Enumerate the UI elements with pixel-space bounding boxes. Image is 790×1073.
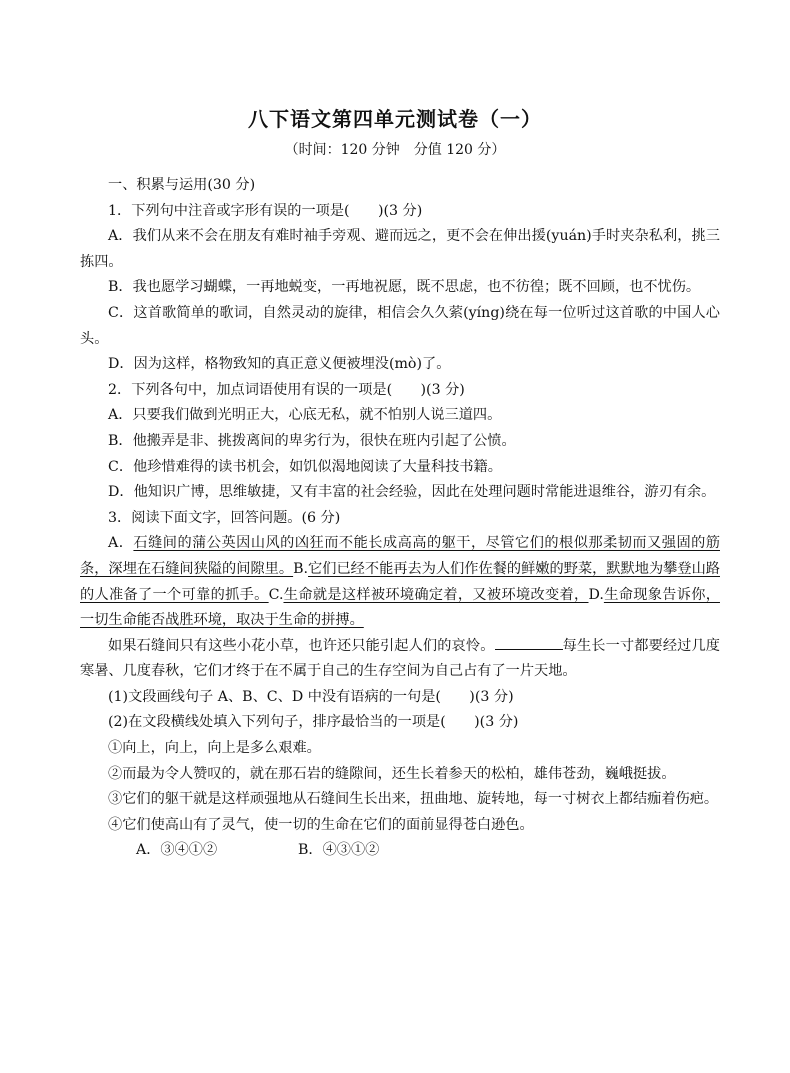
- question-1-option-c: C．这首歌简单的歌词，自然灵动的旋律，相信会久久萦(yíng)绕在每一位听过这首歌的中国人心头。: [80, 304, 720, 347]
- passage-sentence-b: 它们已经不能再去为人们作佐餐的鲜嫩的野菜，默默地为攀登山路的人准备了一个可靠的抓手。: [80, 560, 720, 603]
- question-3-sub-1: (1)文段画线句子 A、B、C、D 中没有语病的一句是( )(3 分): [108, 688, 514, 705]
- answer-option-a: A．③④①②: [136, 842, 218, 859]
- section-heading: 一、积累与运用(30 分): [108, 177, 256, 193]
- question-3-stem: 3．阅读下面文字，回答问题。(6 分): [108, 509, 341, 526]
- fill-in-blank: [495, 635, 563, 650]
- answer-options: [80, 838, 720, 864]
- question-1-option-d: D．因为这样，格物致知的真正意义便被埋没(mò)了。: [108, 356, 451, 373]
- sentence-4: ④它们使高山有了灵气，使一切的生命在它们的面前显得苍白逊色。: [108, 816, 534, 833]
- passage-2-before: 如果石缝间只有这些小花小草，也许还只能引起人们的哀怜。: [108, 637, 495, 654]
- sentence-2: ②而最为令人赞叹的，就在那石岩的缝隙间，还生长着参天的松柏，雄伟苍劲，巍峨挺拔。: [108, 765, 676, 782]
- question-3-passage-2: [80, 634, 720, 685]
- sentence-1: ①向上，向上，向上是多么艰难。: [108, 740, 321, 757]
- question-1-option-b: B．我也愿学习蝴蝶，一再地蜕变，一再地祝愿，既不思虑，也不彷徨；既不回顾，也不忧伤。: [108, 279, 701, 296]
- passage-2-after: 每生长一寸都要经过几度寒暑、几度春秋，它们才终于在不属于自己的生存空间为自己占有了一片天地。: [80, 637, 720, 680]
- question-2-option-c: C．他珍惜难得的读书机会，如饥似渴地阅读了大量科技书籍。: [108, 458, 502, 475]
- passage-label-b: B.: [293, 560, 309, 577]
- question-2-option-a: A．只要我们做到光明正大，心底无私，就不怕别人说三道四。: [108, 407, 502, 424]
- question-2-option-d: D．他知识广博，思维敏捷，又有丰富的社会经验，因此在处理问题时常能进退维谷，游刃有余。: [108, 484, 716, 501]
- passage-label-a: A．: [108, 535, 134, 552]
- question-1-option-a: A．我们从来不会在朋友有难时袖手旁观、避而远之，更不会在伸出援(yuán)手时夹杂私利，挑三拣四。: [80, 228, 720, 270]
- question-2-stem: 2．下列各句中，加点词语使用有误的一项是( )(3 分): [108, 381, 465, 398]
- passage-sentence-a: 石缝间的蒲公英因山风的凶狂而不能长成高高的躯干，尽管它们的根似那柔韧而又强固的筋条，深埋在石缝间狭隘的间隙里。: [80, 535, 720, 577]
- question-3-sub-2: (2)在文段横线处填入下列句子，排序最恰当的一项是( )(3 分): [108, 714, 519, 731]
- question-3-passage: [80, 531, 720, 633]
- question-1-stem: 1．下列句中注音或字形有误的一项是( )(3 分): [108, 202, 423, 219]
- passage-label-d: D.: [588, 586, 604, 603]
- passage-sentence-d: 生命现象告诉你，一切生命能否战胜环境，取决于生命的拼搏。: [80, 586, 720, 629]
- passage-label-c: C.: [268, 586, 284, 603]
- sentence-3: ③它们的躯干就是这样顽强地从石缝间生长出来，扭曲地、旋转地，每一寸树衣上都结痂着伤疤。: [108, 791, 719, 808]
- exam-time-score: （时间：120 分钟 分值 120 分）: [284, 142, 506, 158]
- exam-content: [80, 173, 720, 864]
- page-title: 八下语文第四单元测试卷（一）: [248, 107, 542, 131]
- question-2-option-b: B．他搬弄是非、挑拨离间的卑劣行为，很快在班内引起了公愤。: [108, 432, 516, 449]
- answer-option-b: B．④③①②: [298, 842, 380, 859]
- passage-sentence-c: 生命就是这样被环境确定着，又被环境改变着，: [283, 586, 589, 603]
